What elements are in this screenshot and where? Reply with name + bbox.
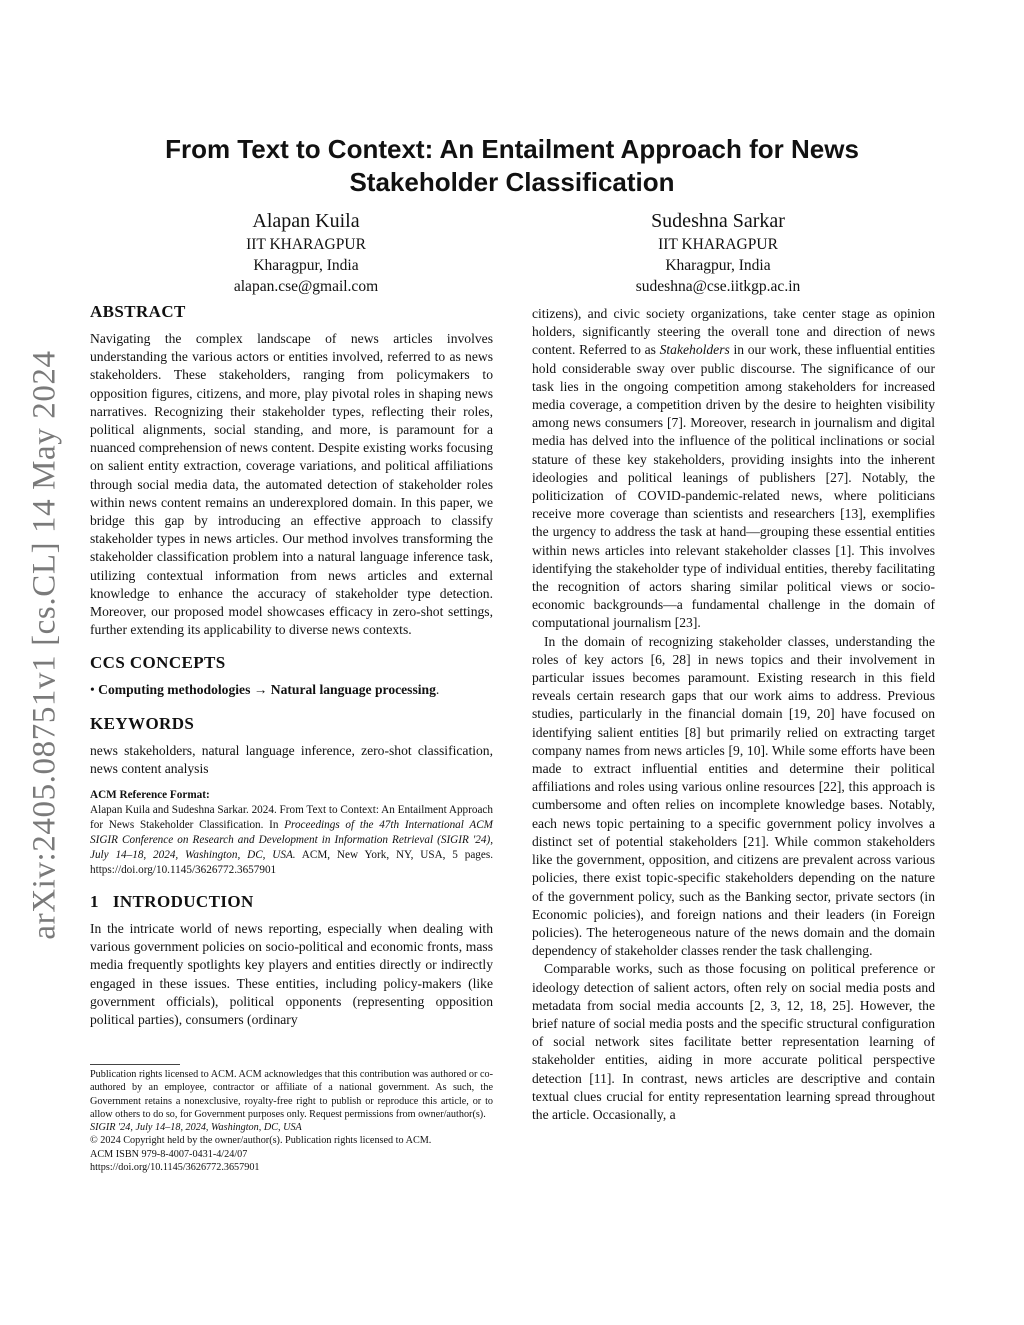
author-location: Kharagpur, India	[253, 257, 359, 274]
abstract-heading: ABSTRACT	[90, 302, 186, 321]
keywords-section	[90, 714, 493, 778]
footnote-conference	[90, 1121, 493, 1134]
introduction-section	[90, 892, 493, 1029]
introduction-paragraph-1: In the intricate world of news reporting, especially when dealing with various government policies on socio-political and economic fronts, mass media frequently spotlights key players and entities directly or indirectly engaged in these issues. These entities, including policy-makers (like government officials), political opponents (representing opposition political parties), consumers (ordinary	[90, 921, 493, 1028]
author-block-2	[558, 208, 878, 297]
acm-reference-part1: Alapan Kuila and Sudeshna Sarkar. 2024. From Text to Context: An Entailment Approach for News Stakeholder Classification. In	[90, 804, 493, 832]
intro-paragraph-2: In the domain of recognizing stakeholder classes, understanding the roles of key actors [6, 28] in news topics and their involvement in particular issues becomes paramount. Existing research in this field reveals certain research gaps that our work aims to address. Previous studies, particularly in the financial domain [19, 20] have focused on identifying salient entities [8] but primarily relied on extracting target company names from news articles [9, 10]. While some efforts have been made to extract influential entities and determine their political affiliations and roles using various online resources [22], this approach is cumbersome and often relies on incomplete knowledge bases. Notably, each news topic pertaining to a specific government policy involves a distinct set of potential stakeholders [21]. While common stakeholders like the government, opposition, and citizens are prevalent across various policies, there exist topic-specific stakeholders depending on the nature of the government policy, such as the Banking sector, private sectors (in Economic policies), and foreign nations and their leaders (in Foreign policies). The heterogeneous nature of the news domain and the domain dependency of stakeholder classes render the task challenging.	[532, 633, 935, 959]
title-line-1: From Text to Context: An Entailment Approach for News	[165, 134, 859, 164]
intro-continued-part2: in our work, these influential entities hold considerable sway over public discourse. The significance of our task lies in the ongoing competition among stakeholders for increased media coverage, a competition driven by the desire to heighten visibility among news consumers [7]. Moreover, research in journalism and digital media has delved into the influence of the political inclinations or social stature of these key stakeholders, providing insights into the inherent ideologies and political leanings of publishers [27]. Notably, the politicization of COVID-pandemic-related news, where politicians receive more coverage than scientists and researchers [13], exemplifies the urgency to address the task at hand—grouping these essential entities within news articles into relevant stakeholder classes [1]. This involves identifying the stakeholder type of individual entities, thereby facilitating the recognition of actors sharing similar political views or socio-economic backgrounds—a fundamental challenge in the domain of computational journalism [23].	[532, 342, 935, 631]
ccs-concept-line	[90, 681, 493, 699]
left-column	[90, 302, 493, 1029]
abstract-text: Navigating the complex landscape of news articles involves understanding the various actors or entities involved, referred to as news stakeholders. These stakeholders, ranging from policymakers to opposition figures, citizens, and more, play pivotal roles in shaping news narratives. Recognizing their stakeholder types, reflecting their roles, political alignments, social standing, and more, is paramount for a nuanced comprehension of news content. Despite existing works focusing on salient entity extraction, coverage variations, and political affiliations through social media data, the automated detection of stakeholder roles within news content remains an underexplored domain. In this paper, we bridge this gap by introducing an effective approach to classify stakeholder types in news articles. Our method involves transforming the stakeholder classification problem into a natural language inference task, utilizing contextual information from news articles and external knowledge to enhance the accuracy of stakeholder type detection. Moreover, our proposed model showcases efficacy in zero-shot settings, further extending its applicability to diverse news contexts.	[90, 331, 493, 638]
ccs-concept: Computing methodologies → Natural language processing	[98, 682, 436, 698]
author-affiliation: IIT KHARAGPUR	[658, 236, 778, 253]
author-name: Sudeshna Sarkar	[651, 210, 785, 232]
acm-reference-venue: Proceedings of the 47th International ACM SIGIR Conference on Research and Development in Information Retrieval (SIGIR '24), July 14–18, 2024, Washington, DC, USA.	[90, 819, 493, 862]
arxiv-id-text: arXiv:2405.08751v1 [cs.CL] 14 May 2024	[26, 350, 63, 940]
author-name: Alapan Kuila	[252, 210, 360, 232]
ccs-heading: CCS CONCEPTS	[90, 653, 226, 673]
acm-reference-heading: ACM Reference Format:	[90, 789, 210, 802]
footnote-rule	[90, 1064, 180, 1065]
arxiv-sidebar-stamp	[22, 345, 68, 945]
stakeholders-term: Stakeholders	[659, 342, 730, 358]
keywords-text: news stakeholders, natural language inference, zero-shot classification, news content analysis	[90, 742, 493, 776]
footnote-block	[90, 1068, 493, 1174]
ccs-end: .	[435, 682, 440, 698]
introduction-heading: 1 INTRODUCTION	[90, 892, 254, 912]
title-line-2: Stakeholder Classification	[349, 167, 675, 197]
author-block-1	[146, 208, 466, 297]
footnote-conference-text: SIGIR '24, July 14–18, 2024, Washington, DC, USA	[90, 1122, 302, 1134]
intro-paragraph-3: Comparable works, such as those focusing on political preference or ideology detection of salient actors, often rely on social media posts and metadata from social media accounts [2, 3, 12, 18, 25]. However, the brief nature of social media posts and the specific structural configuration of social network sites facilitate better representation learning of stakeholder entities, aiding in more accurate political perspective detection [11]. In contrast, news articles are descriptive and contain textual clues crucial for entity representation learning spread throughout the article. Occasionally, a	[532, 961, 935, 1122]
author-email: sudeshna@cse.iitkgp.ac.in	[635, 278, 801, 295]
footnote-doi: https://doi.org/10.1145/3626772.3657901	[90, 1162, 260, 1174]
acm-reference-text	[90, 803, 493, 878]
author-location: Kharagpur, India	[665, 257, 771, 274]
right-column	[532, 305, 935, 1124]
intro-continued-paragraph	[532, 305, 935, 633]
acm-reference-part2: ACM, New York, NY, USA, 5 pages. https://doi.org/10.1145/3626772.3657901	[90, 849, 493, 877]
author-affiliation: IIT KHARAGPUR	[246, 236, 366, 253]
intro-continued-part1: citizens), and civic society organizations, take center stage as opinion holders, significantly steering the overall tone and direction of news content. Referred to as	[532, 306, 935, 358]
ccs-bullet: •	[90, 682, 95, 698]
paper-title	[90, 133, 934, 199]
author-email: alapan.cse@gmail.com	[233, 278, 379, 295]
footnote-isbn: ACM ISBN 979-8-4007-0431-4/24/07	[90, 1148, 248, 1160]
ccs-section	[90, 653, 493, 699]
footnote-copyright: © 2024 Copyright held by the owner/author(s). Publication rights licensed to ACM.	[90, 1135, 432, 1147]
footnote-license: Publication rights licensed to ACM. ACM acknowledges that this contribution was authored or co-authored by an employee, contractor or affiliate of a national government. As such, the Government retains a nonexclusive, royalty-free right to publish or reproduce this article, or to allow others to do so, for Government purposes only. Request permissions from owner/author(s).	[90, 1069, 493, 1120]
keywords-heading: KEYWORDS	[90, 713, 195, 733]
